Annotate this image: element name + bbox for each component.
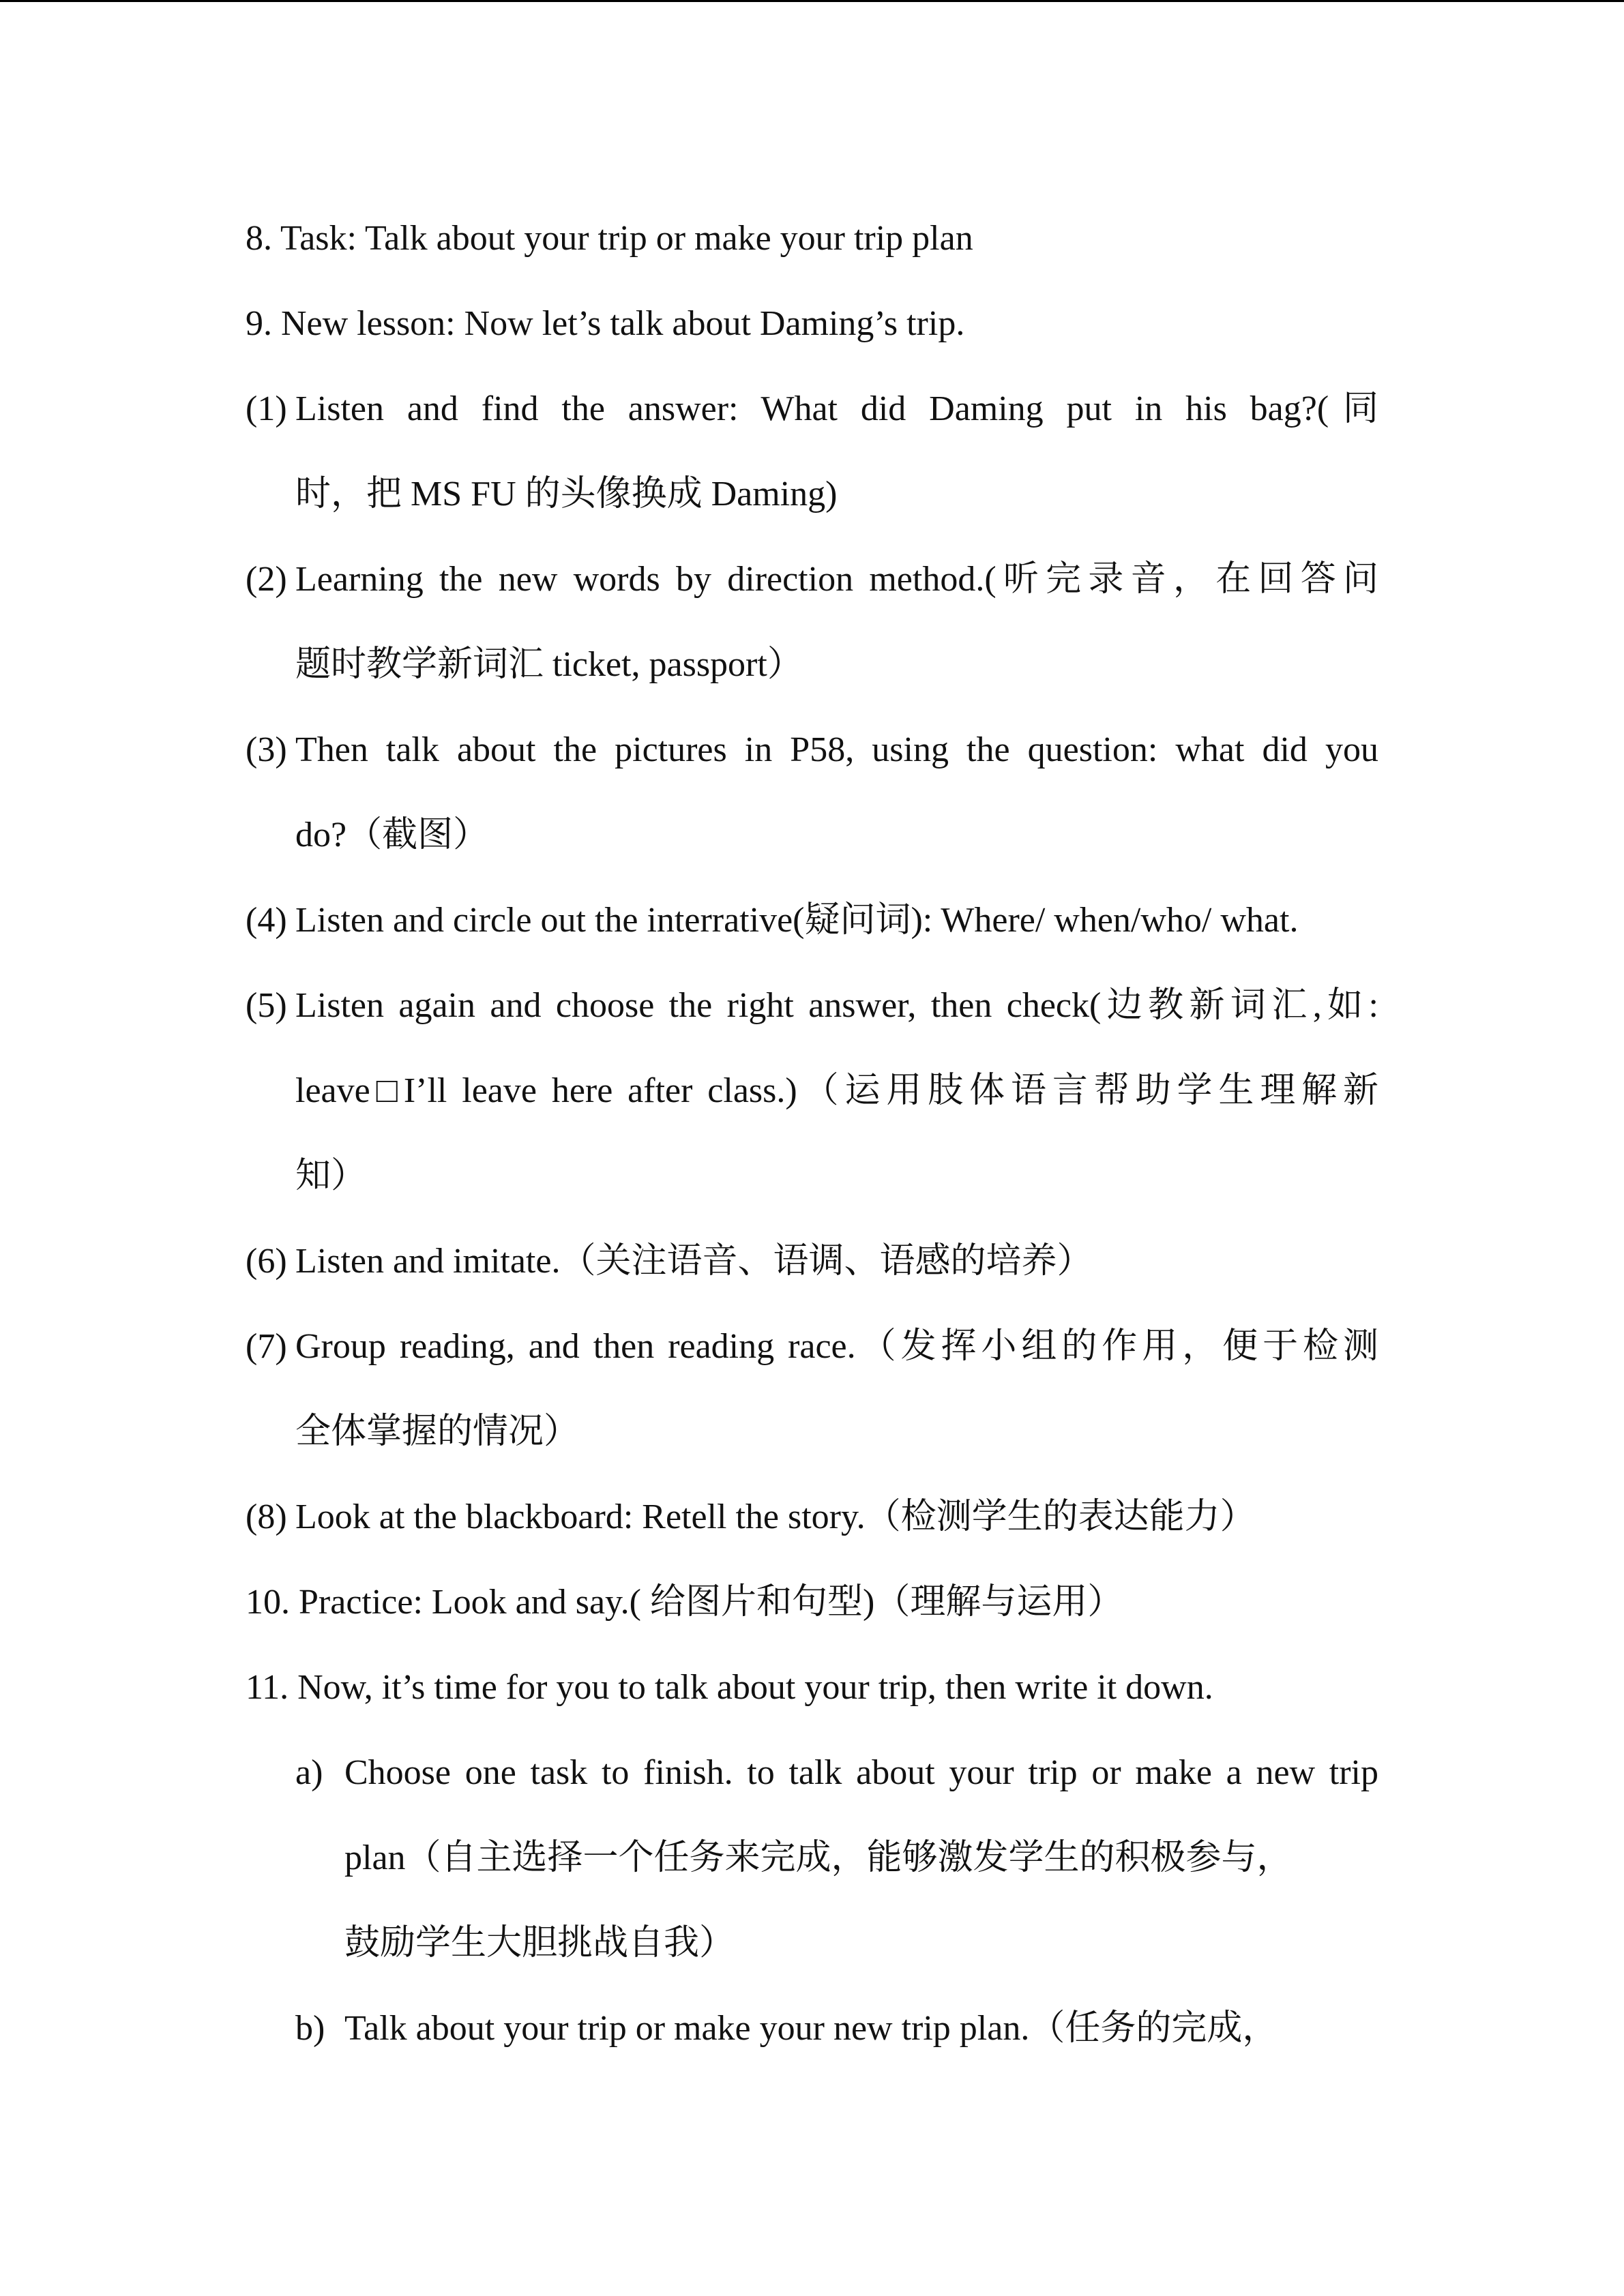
item-8-number: (8) (246, 1497, 287, 1536)
item-2-continuation: 题时教学新词汇 ticket, passport） (295, 645, 803, 684)
item-2-number: (2) (246, 560, 287, 599)
item-5-number: (5) (246, 986, 287, 1025)
item-7-continuation: 全体掌握的情况） (295, 1412, 580, 1451)
item-3-text: Then talk about the pictures in P58, using the question: what did you (295, 730, 1378, 769)
item-7-text: Group reading, and then reading race.（发挥小组的作用，便于检测 (295, 1327, 1378, 1366)
item-5-continuation-2: 知） (295, 1157, 367, 1195)
item-4-number: (4) (246, 901, 287, 940)
sub-item-a-continuation-1: plan（自主选择一个任务来完成，能够激发学生的积极参与， (344, 1838, 1293, 1877)
item-5-continuation-1: leave□I’ll leave here after class.)（运用肢体语言帮助学生理解新 (295, 1071, 1378, 1110)
item-3-continuation: do?（截图） (295, 816, 489, 854)
item-1-text: Listen and find the answer: What did Daming put in his bag?(同 (295, 389, 1378, 428)
item-5-text: Listen again and choose the right answer, then check(边教新词汇,如: (295, 986, 1378, 1025)
item-1-number: (1) (246, 389, 287, 428)
item-2-text: Learning the new words by direction method.(听完录音，在回答问 (295, 560, 1378, 599)
sub-item-a-label: a) (295, 1753, 323, 1792)
item-6-text: Listen and imitate.（关注语音、语调、语感的培养） (295, 1242, 1093, 1281)
item-8-text: Look at the blackboard: Retell the story.（检测学生的表达能力） (295, 1497, 1256, 1536)
item-7-number: (7) (246, 1327, 287, 1366)
item-6-number: (6) (246, 1242, 287, 1281)
sub-item-a-continuation-2: 鼓励学生大胆挑战自我） (344, 1924, 735, 1963)
item-1-continuation: 时，把 MS FU 的头像换成 Daming) (295, 475, 838, 513)
item-4-text: Listen and circle out the interrative(疑问词): Where/ when/who/ what. (295, 901, 1299, 940)
sub-item-a-text: Choose one task to finish. to talk about your trip or make a new trip (344, 1753, 1378, 1792)
sub-item-b-text: Talk about your trip or make your new trip plan.（任务的完成， (344, 2009, 1278, 2048)
step-8-task: 8. Task: Talk about your trip or make your trip plan (246, 219, 973, 258)
page-top-border (0, 0, 1624, 2)
step-11-now: 11. Now, it’s time for you to talk about your trip, then write it down. (246, 1668, 1213, 1707)
item-3-number: (3) (246, 730, 287, 769)
sub-item-b-label: b) (295, 2009, 325, 2048)
step-9-new-lesson: 9. New lesson: Now let’s talk about Daming’s trip. (246, 304, 965, 343)
step-10-practice: 10. Practice: Look and say.( 给图片和句型)（理解与运用） (246, 1583, 1123, 1622)
